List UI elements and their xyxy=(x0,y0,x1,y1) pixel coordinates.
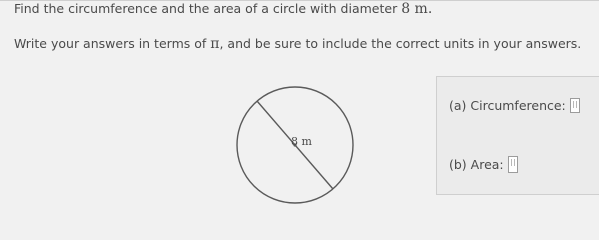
answer-panel xyxy=(436,76,599,195)
instructions-text xyxy=(14,36,581,52)
pi-symbol: π xyxy=(210,36,220,52)
area-row xyxy=(449,156,518,173)
circumference-input[interactable] xyxy=(570,98,580,113)
diameter-value: 8 m. xyxy=(401,1,433,17)
diameter-label: 8 m xyxy=(291,135,312,148)
area-label: (b) Area: xyxy=(449,157,504,172)
question-text-prefix: Find the circumference and the area of a circle with diameter xyxy=(14,1,402,16)
circumference-label: (a) Circumference: xyxy=(449,98,566,113)
circumference-row xyxy=(449,98,580,113)
instructions-prefix: Write your answers in terms of xyxy=(14,36,211,51)
circle-figure xyxy=(230,79,360,211)
area-input[interactable] xyxy=(508,156,518,173)
instructions-suffix: , and be sure to include the correct units in your answers. xyxy=(219,36,582,51)
question-text xyxy=(14,1,432,17)
